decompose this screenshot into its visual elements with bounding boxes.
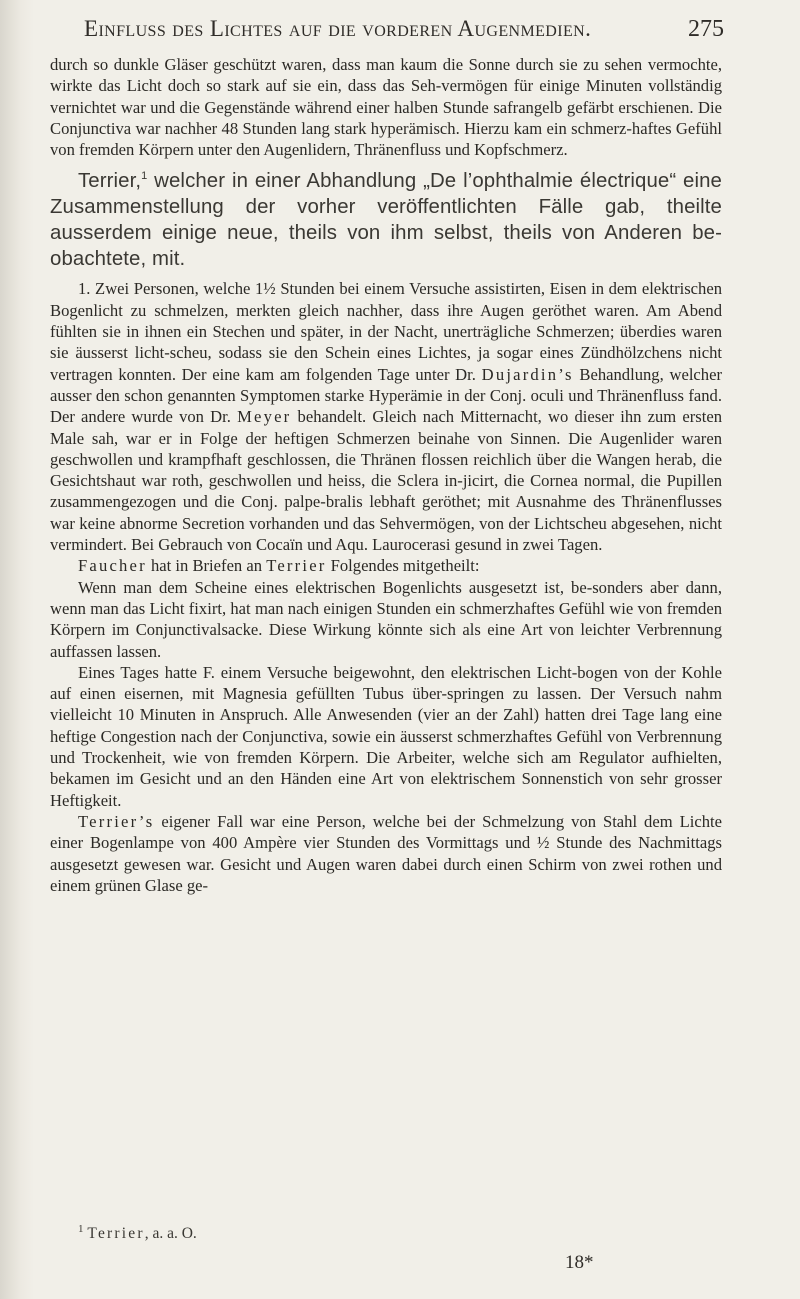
paragraph-text: hat in Briefen an	[146, 556, 267, 576]
footnote-marker: 1	[78, 1222, 84, 1235]
paragraph-text: 1. Zwei Personen, welche 1½ Stunden bei einem Versuche assistirten, Eisen in dem elektrischen Bogenlicht zu schmelzen, merkten gleich nachher, dass ihre Augen geröthet waren. Am Abend fühlten sie in ihnen ein Stechen und später, in der Nacht, unerträgliche Schmerzen; überdies waren sie äusserst licht-scheu, sodass sie den Schein eines Lichtes, ja sogar eines Zündhölzchens nicht vertragen konnten. Der eine kam am folgenden Tage unter Dr.	[50, 279, 722, 384]
signature-mark: 18*	[565, 1252, 594, 1273]
author-name: Terrier’s	[78, 811, 155, 831]
paragraph-case-one	[50, 278, 722, 555]
page-gutter-shadow	[0, 0, 34, 1299]
body-text	[50, 54, 722, 896]
footnote-text: , a. a. O.	[144, 1225, 197, 1242]
page-header	[84, 16, 724, 43]
paragraph-text: Folgendes mitgetheilt:	[326, 556, 480, 576]
footnote-reference: 1	[141, 170, 148, 183]
author-name: Faucher	[78, 556, 147, 576]
paragraph-text: Behandlung, welcher ausser den schon genannten Symptomen starke Hyperämie in der Conj. oculi und Thränenfluss fand. Der andere wurde von Dr.	[50, 364, 722, 427]
page-number: 275	[688, 16, 724, 42]
paragraph-faucher	[50, 555, 722, 576]
author-name: Dujardin’s	[481, 364, 574, 384]
paragraph-text: welcher in einer Abhandlung „De l’ophthalmie électrique“ eine Zusammenstellung der vorher veröffentlichten Fälle gab, theilte ausserdem einige neue, theils von ihm selbst, theils von Anderen be-obachtete, mit.	[50, 170, 722, 271]
paragraph-terrier-case	[50, 811, 722, 896]
footnote-author: Terrier	[87, 1225, 145, 1242]
footnote	[78, 1222, 197, 1243]
paragraph-text: eigener Fall war eine Person, welche bei der Schmelzung von Stahl dem Lichte einer Bogenlampe von 400 Ampère vier Stunden des Vormittags und ½ Stunde des Nachmittags ausgesetzt gewesen war. Gesicht und Augen waren dabei durch einen Schirm von zwei rothen und einem grünen Glase ge-	[50, 811, 722, 895]
paragraph-continuation: durch so dunkle Gläser geschützt waren, dass man kaum die Sonne durch sie zu sehen vermochte, wirkte das Licht doch so stark auf sie ein, dass das Seh-vermögen für einige Minuten vollständig vernichtet war und die Gegenstände während einer halben Stunde safrangelb gefärbt erschienen. Die Conjunctiva war nachher 48 Stunden lang stark hyperämisch. Hierzu kam ein schmerz-haftes Gefühl von fremden Körpern unter den Augenlidern, Thränenfluss und Kopfschmerz.	[50, 55, 722, 160]
paragraph-arc-light-effect: Wenn man dem Scheine eines elektrischen Bogenlichts ausgesetzt ist, be-sonders aber dann, wenn man das Licht fixirt, hat man nach einigen Stunden ein schmerzhaftes Gefühl wie von fremden Körpern im Conjunctivalsacke. Diese Wirkung könnte sich als eine Art von leichter Verbrennung auffassen lassen.	[50, 577, 722, 661]
running-title: Einfluss des Lichtes auf die vorderen Augenmedien.	[84, 16, 592, 41]
paragraph-text: behandelt. Gleich nach Mitternacht, wo dieser ihn zum ersten Male sah, war er in Folge der heftigen Schmerzen beinahe von Sinnen. Die Augenlider waren geschwollen und krampfhaft geschlossen, die Thränen flossen reichlich über die Wangen herab, die Gesichtshaut war roth, geschwollen und heiss, die Sclera in-jicirt, die Cornea normal, die Pupillen zusammengezogen und die Conj. palpe-bralis lebhaft geröthet; mit Ausnahme des Thränenflusses war keine abnorme Secretion vorhanden und das Sehvermögen, von der Lichtscheu abgesehen, nicht vermindert. Bei Gebrauch von Cocaïn und Aqu. Laurocerasi gesund in zwei Tagen.	[50, 407, 722, 555]
paragraph-terrier-intro	[50, 168, 722, 272]
author-name: Terrier,	[78, 170, 142, 193]
paragraph-experiment: Eines Tages hatte F. einem Versuche beigewohnt, den elektrischen Licht-bogen von der Kohle auf einen eisernen, mit Magnesia gefüllten Tubus über-springen zu lassen. Der Versuch nahm vielleicht 10 Minuten in Anspruch. Alle Anwesenden (vier an der Zahl) hatten drei Tage lang eine heftige Congestion nach der Conjunctiva, sowie ein äusserst schmerzhaftes Gefühl von Verbrennung und Trockenheit, wie von fremden Körpern. Die Arbeiter, welche sich am Regulator aufhielten, bekamen im Gesicht und an den Händen eine Art von elektrischem Sonnenstich von sehr grosser Heftigkeit.	[50, 662, 722, 810]
author-name: Terrier	[266, 556, 327, 576]
author-name: Meyer	[237, 407, 292, 427]
